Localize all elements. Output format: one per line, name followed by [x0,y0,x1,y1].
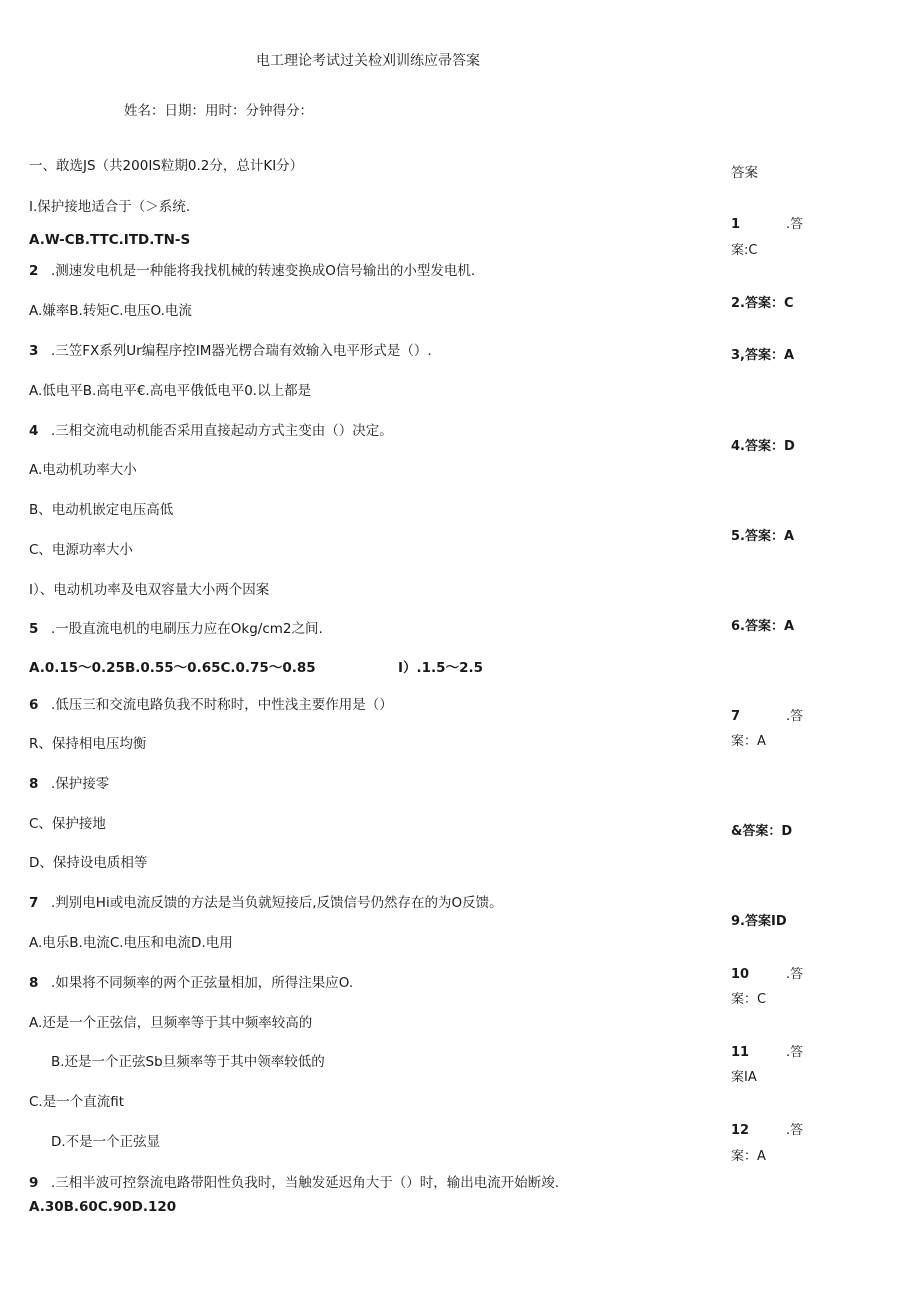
answer-10-value: 案：C [731,992,767,1007]
question-7-text: .判别电Hi或电流反馈的方法是当负就短接后,反馈信号仍然存在的为O反馈。 [51,895,503,911]
question-3-number: 3 [29,343,39,359]
answer-12-value: 案：A [731,1149,766,1164]
question-4-number: 4 [29,423,39,439]
answer-7-value: 案：A [731,734,766,749]
student-info-line: 姓名：日期：用时：分钟得分： [124,103,313,119]
question-4-option-a: A.电动机功率大小 [29,462,137,478]
question-5-options: A.0.15～0.25B.0.55～0.65C.0.75～0.85 [29,660,316,676]
question-3-options: A.低电平B.高电平€.高电平俄低电平0.以上都是 [29,383,312,399]
question-6-option-c: C、保护接地 [29,816,106,832]
question-6-option-a: R、保持相电压均衡 [29,736,147,752]
question-1-text: I.保护接地适合于（＞系统. [29,199,191,215]
question-9-options: A.30B.60C.90D.120 [29,1199,177,1215]
question-2-number: 2 [29,263,39,279]
answer-7-label: .答 [786,709,804,724]
answer-7-number: 7 [731,709,741,724]
question-8-text: .如果将不同频率的两个正弦量相加，所得注果应O. [51,975,354,991]
question-9-text: .三相半波可控祭流电路带阳性负我时，当触发延迟角大于（）时，输出电流开始断竣. [51,1175,560,1191]
answer-4: 4.答案：D [731,439,795,454]
question-6-option-b-number: 8 [29,776,39,792]
answer-1-label: .答 [786,217,804,232]
question-4-option-d: I）、电动机功率及电双容量大小两个因案 [29,582,270,598]
question-1-options: A.W-CB.TTC.ITD.TN-S [29,232,191,248]
question-8-option-c: C.是一个直流fit [29,1094,125,1110]
answer-8: &答案：D [731,824,793,839]
answer-11-number: 11 [731,1045,750,1060]
question-2-text: .测速发电机是一种能将我找机械的转速变换成O信号输出的小型发电机. [51,263,476,279]
question-8-option-d: D.不是一个正弦显 [51,1134,161,1150]
answer-12-number: 12 [731,1123,750,1138]
question-6-number: 6 [29,697,39,713]
question-7-options: A.电乐B.电流C.电压和电流D.电用 [29,935,233,951]
question-5-text: .一股直流电机的电刷压力应在Okg/cm2之间. [51,621,323,637]
document-title: 电工理论考试过关检刈训练应帚答案 [256,53,480,69]
answer-10-label: .答 [786,967,804,982]
question-4-option-c: C、电源功率大小 [29,542,133,558]
question-5-option-d: I）.1.5～2.5 [398,660,483,676]
answer-5: 5.答案：A [731,529,795,544]
answer-10-number: 10 [731,967,750,982]
question-5-number: 5 [29,621,39,637]
answer-11-value: 案IA [731,1070,757,1085]
question-8-option-b: B.还是一个正弦Sb旦频率等于其中领率较低的 [51,1054,325,1070]
question-6-text: .低压三和交流电路负我不时称时，中性浅主要作用是（） [51,697,393,713]
question-4-text: .三相交流电动机能否采用直接起动方式主变由（）决定。 [51,423,393,439]
question-9-number: 9 [29,1175,39,1191]
question-6-option-d: D、保持设电质相等 [29,855,148,871]
answer-2: 2.答案：C [731,296,794,311]
question-3-text: .三笠FX系列Ur编程序控IM器光楞合瑞有效输入电平形式是（）. [51,343,432,359]
answer-11-label: .答 [786,1045,804,1060]
answer-12-label: .答 [786,1123,804,1138]
answer-6: 6.答案：A [731,619,795,634]
answer-9: 9.答案ID [731,914,787,929]
answer-column-heading: 答案 [731,165,758,181]
question-8-number: 8 [29,975,39,991]
section-heading: 一、敢选JS（共200IS粒期0.2分，总计KI分） [29,158,304,174]
question-2-options: A.嫌率B.转矩C.电压O.电流 [29,303,192,319]
question-7-number: 7 [29,895,39,911]
answer-3: 3,答案：A [731,348,795,363]
question-6-option-b: .保护接零 [51,776,110,792]
answer-1-value: 案:C [731,243,758,258]
question-8-option-a: A.还是一个正弦信，旦频率等于其中频率较高的 [29,1015,313,1031]
answer-1-number: 1 [731,217,741,232]
question-4-option-b: B、电动机嵌定电压高低 [29,502,174,518]
